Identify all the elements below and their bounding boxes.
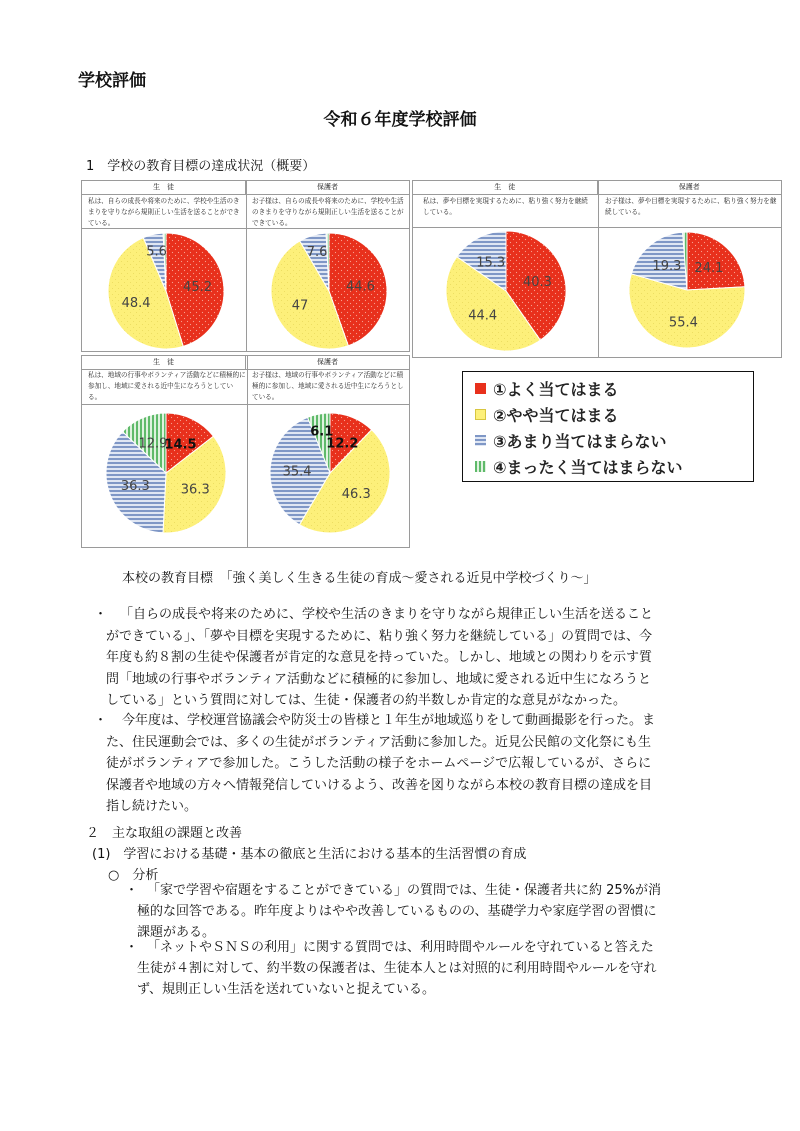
pie-label-q1: 45.2 — [183, 280, 213, 296]
legend-swatch-1 — [475, 383, 486, 394]
panel-3-header-student: 生 徒 — [153, 358, 174, 366]
pie-chart-parent-rules — [268, 233, 390, 351]
subsection-2-heading: ２ 主な取組の課題と改善 — [86, 826, 243, 841]
school-goal: 本校の教育目標 「強く美しく生きる生徒の育成～愛される近見中学校づくり～」 — [122, 571, 597, 586]
bullet-mark: ・ — [94, 713, 108, 728]
subsection-1-heading: 1 学校の教育目標の達成状況（概要） — [86, 159, 316, 174]
pie-label-q2: 55.4 — [668, 315, 698, 331]
panel-3-desc-student: 私は、地域の行事やボランティア活動などに積極的に参加し、地域に愛される近中生になろうとしている。 — [88, 371, 246, 401]
pie-label-q1: 24.1 — [694, 260, 724, 276]
pie-chart-parent-community — [268, 410, 392, 536]
pie-chart-student-rules — [105, 233, 227, 351]
pie-label-q3: 7.6 — [306, 244, 328, 260]
pie-label-q1: 40.3 — [523, 275, 552, 291]
panel-1-desc-parent: お子様は、自らの成長や将来のために、学校や生活のきまりを守りながら規則正しい生活を送ることができている。 — [252, 197, 404, 227]
pie-chart-student-effort — [443, 229, 569, 353]
pie-label-q3: 36.3 — [120, 479, 150, 495]
legend-item-4: ④まったく当てはまらない — [475, 455, 683, 477]
survey-panel-2 — [412, 180, 782, 358]
pie-label-q4: 12.9 — [138, 436, 168, 452]
pie-label-q1: 14.5 — [164, 437, 197, 453]
pie-label-q4: 6.1 — [310, 424, 334, 440]
bullet-paragraph-2: ・ 今年度は、学校運営協議会や防災士の皆様と１年生が地域巡りをして動画撮影を行った。ま た、住民運動会では、多くの生徒がボランティア活動に参加した。近見公民館の文化祭にも生 徒がボランティアで参加した。こうした活動の様子をホームページで広報しているが、さらに 保護者や地域の方々へ情報発信していけるよう、改善を図りながら本校の教育目標の達成を目 指し続けたい。 — [122, 710, 734, 818]
legend-swatch-2 — [475, 409, 486, 420]
analysis-heading: ○ 分析 — [108, 868, 159, 883]
panel-3-desc-parent: お子様は、地域の行事やボランティア活動などに積極的に参加し、地域に愛される近中生になろうとしている。 — [252, 371, 404, 401]
bullet-mark: ・ — [94, 607, 108, 622]
pie-label-q2: 36.3 — [180, 482, 210, 498]
pie-label-q2: 47 — [291, 298, 309, 314]
panel-2-header-parent: 保護者 — [597, 181, 782, 194]
pie-label-q2: 44.4 — [468, 308, 498, 324]
panel-3-header-parent: 保護者 — [245, 356, 409, 369]
panel-1-desc-student: 私は、自らの成長や将来のために、学校や生活のきまりを守りながら規則正しい生活を送ることができている。 — [88, 197, 240, 227]
pie-label-q3: 5.6 — [146, 244, 167, 260]
pie-label-q1: 12.2 — [326, 436, 359, 452]
survey-panel-3 — [81, 355, 410, 548]
subsection-2-1-heading: (1) 学習における基礎・基本の徹底と生活における基本的生活習慣の育成 — [92, 847, 527, 862]
pie-label-q3: 15.3 — [476, 255, 506, 271]
legend-item-2: ②やや当てはまる — [475, 403, 619, 425]
page-title: 令和６年度学校評価 — [323, 110, 477, 130]
pie-chart-parent-effort — [625, 229, 749, 353]
panel-1-header-student: 生 徒 — [153, 183, 174, 191]
legend-item-1: ①よく当てはまる — [475, 377, 619, 399]
legend-swatch-4 — [475, 461, 486, 472]
legend-item-3: ③あまり当てはまらない — [475, 429, 667, 451]
pie-label-q2: 46.3 — [341, 486, 371, 502]
section-label: 学校評価 — [78, 71, 146, 91]
panel-1-header-parent: 保護者 — [245, 181, 409, 194]
survey-panel-1 — [81, 180, 410, 352]
panel-2-desc-student: 私は、夢や目標を実現するために、粘り強く努力を継続している。 — [423, 197, 588, 216]
chart-legend — [462, 371, 754, 482]
pie-label-q1: 44.6 — [345, 279, 375, 295]
analysis-bullet-2: ・ 「ネットやＳＮＳの利用」に関する質問では、利用時間やルールを守れていると答えた 生徒が４割に対して、約半数の保護者は、生徒本人とは対照的に利用時間やルールを守れ ず、規則正しい生活を送れていないと捉えている。 — [147, 937, 737, 1000]
analysis-bullet-1: ・ 「家で学習や宿題をすることができている」の質問では、生徒・保護者共に約 25%が消 極的な回答である。昨年度よりはやや改善しているものの、基礎学力や家庭学習の習慣に 課題がある。 — [147, 880, 737, 943]
panel-2-header-student: 生 徒 — [494, 183, 516, 191]
panel-2-desc-parent: お子様は、夢や目標を実現するために、粘り強く努力を継続している。 — [605, 197, 777, 216]
bullet-paragraph-1: ・ 「自らの成長や将来のために、学校や生活のきまりを守りながら規律正しい生活を送ること ができている」、「夢や目標を実現するために、粘り強く努力を継続している」の質問では、今 年度も約８割の生徒や保護者が肯定的な意見を持っていた。しかし、地域との関わりを示す質 問「地域の行事やボランティア活動などに積極的に参加し、地域に愛される近中生になろうと している」という質問に対しては、生徒・保護者の約半数しか肯定的な意見がなかった。 — [120, 604, 732, 712]
pie-chart-student-community — [104, 410, 228, 536]
pie-label-q3: 19.3 — [652, 259, 682, 275]
pie-label-q2: 48.4 — [121, 295, 151, 311]
legend-swatch-3 — [475, 435, 486, 446]
pie-label-q3: 35.4 — [282, 464, 312, 480]
bullet-mark: ・ — [125, 940, 139, 955]
bullet-mark: ・ — [125, 883, 139, 898]
